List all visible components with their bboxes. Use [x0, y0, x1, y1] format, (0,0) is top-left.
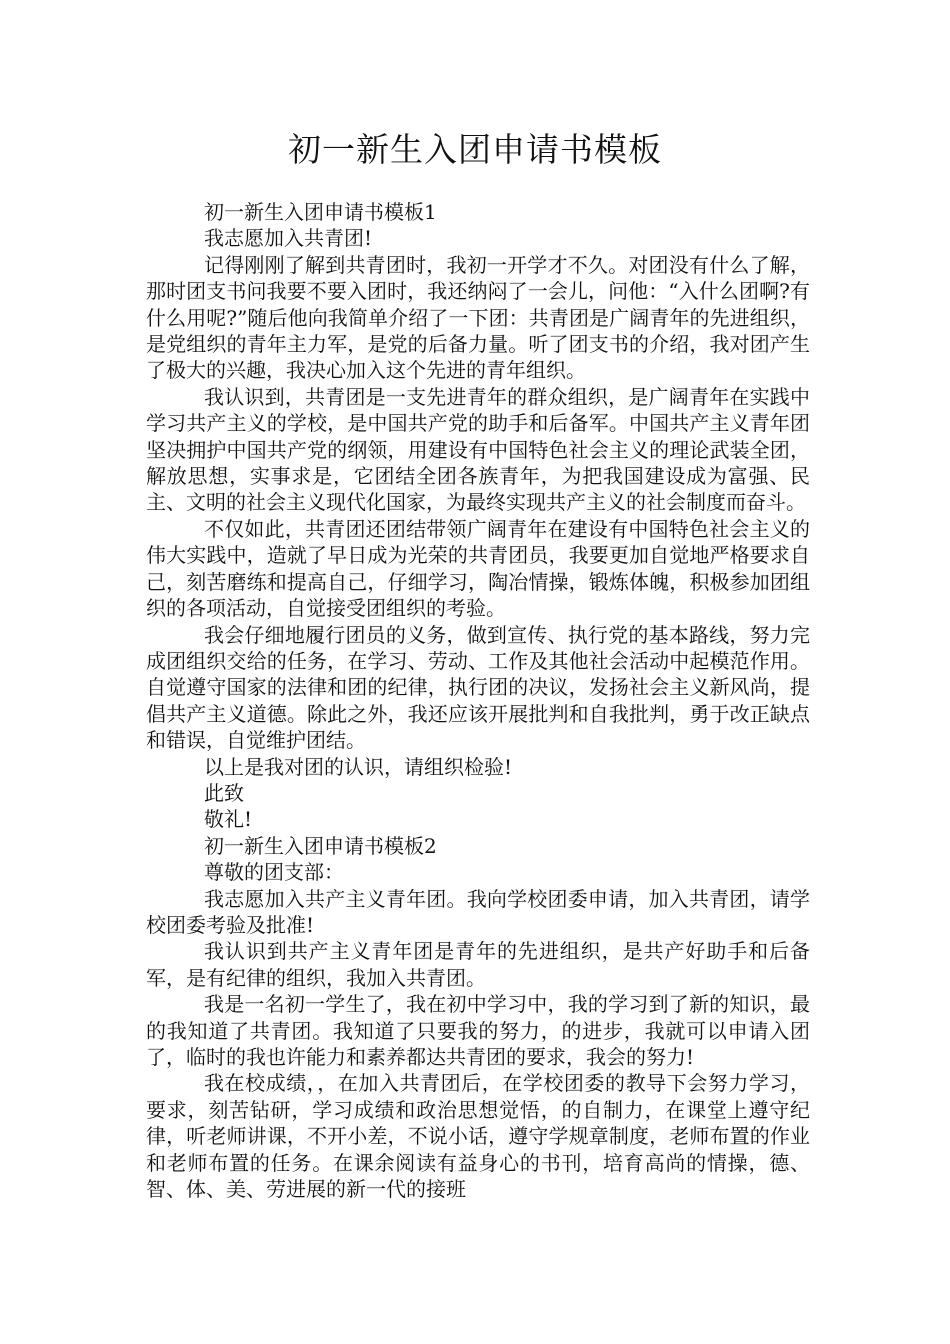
section-heading-template-1: 初一新生入团申请书模板1: [204, 200, 437, 224]
paragraph: 我在校成绩，，在加入共青团后，在学校团委的教导下会努力学习，要求，刻苦钻研，学习成绩和政治思想觉悟，的自制力，在课堂上遵守纪律，听老师讲课，不开小差，不说小话，遵守学规章制度，老师布置的作业和老师布置的任务。在课余阅读有益身心的书刊，培育高尚的情操，德、智、体、美、劳进展的新一代的接班: [146, 1071, 810, 1202]
paragraph: 我是一名初一学生了，我在初中学习中，我的学习到了新的知识，最的我知道了共青团。我知道了只要我的努力，的进步，我就可以申请入团了，临时的我也许能力和素养都达共青团的要求，我会的努力!: [146, 992, 810, 1069]
greeting: 尊敬的团支部：: [204, 860, 344, 885]
paragraph: 我认识到，共青团是一支先进青年的群众组织，是广阔青年在实践中学习共产主义的学校，是中国共产党的助手和后备军。中国共产主义青年团坚决拥护中国共产党的纲领，用建设有中国特色社会主义的理论武装全团，解放思想，实事求是，它团结全团各族青年，为把我国建设成为富强、民主、文明的社会主义现代化国家，为最终实现共产主义的社会制度而奋斗。: [146, 384, 810, 515]
document-title: 初一新生入团申请书模板: [288, 130, 662, 169]
section-heading-template-2: 初一新生入团申请书模板2: [204, 833, 437, 858]
paragraph: 我认识到共产主义青年团是青年的先进组织，是共产好助手和后备军，是有纪律的组织，我加入共青团。: [146, 939, 810, 990]
paragraph: 我志愿加入共青团!: [204, 226, 373, 251]
document-body: [146, 199, 810, 1202]
paragraph: 不仅如此，共青团还团结带领广阔青年在建设有中国特色社会主义的伟大实践中，造就了早日成为光荣的共青团员，我要更加自觉地严格要求自己，刻苦磨练和提高自己，仔细学习，陶冶情操，锻炼体魄，积极参加团组织的各项活动，自觉接受团组织的考验。: [146, 516, 810, 621]
paragraph: 我会仔细地履行团员的义务，做到宣传、执行党的基本路线，努力完成团组织交给的任务，在学习、劳动、工作及其他社会活动中起模范作用。自觉遵守国家的法律和团的纪律，执行团的决议，发扬社会主义新风尚，提倡共产主义道德。除此之外，我还应该开展批判和自我批判，勇于改正缺点和错误，自觉维护团结。: [146, 622, 810, 753]
paragraph: 我志愿加入共产主义青年团。我向学校团委申请，加入共青团，请学校团委考验及批准!: [146, 886, 810, 937]
paragraph: 以上是我对团的认识，请组织检验!: [204, 754, 513, 779]
closing-salutation: 此致: [204, 780, 244, 805]
closing-salutation: 敬礼!: [204, 807, 253, 832]
paragraph: 记得刚刚了解到共青团时，我初一开学才不久。对团没有什么了解，那时团支书问我要不要入团时，我还纳闷了一会儿，问他：“入什么团啊?有什么用呢?”随后他向我简单介绍了一下团：共青团是广阔青年的先进组织，是党组织的青年主力军，是党的后备力量。听了团支书的介绍，我对团产生了极大的兴趣，我决心加入这个先进的青年组织。: [146, 252, 810, 383]
